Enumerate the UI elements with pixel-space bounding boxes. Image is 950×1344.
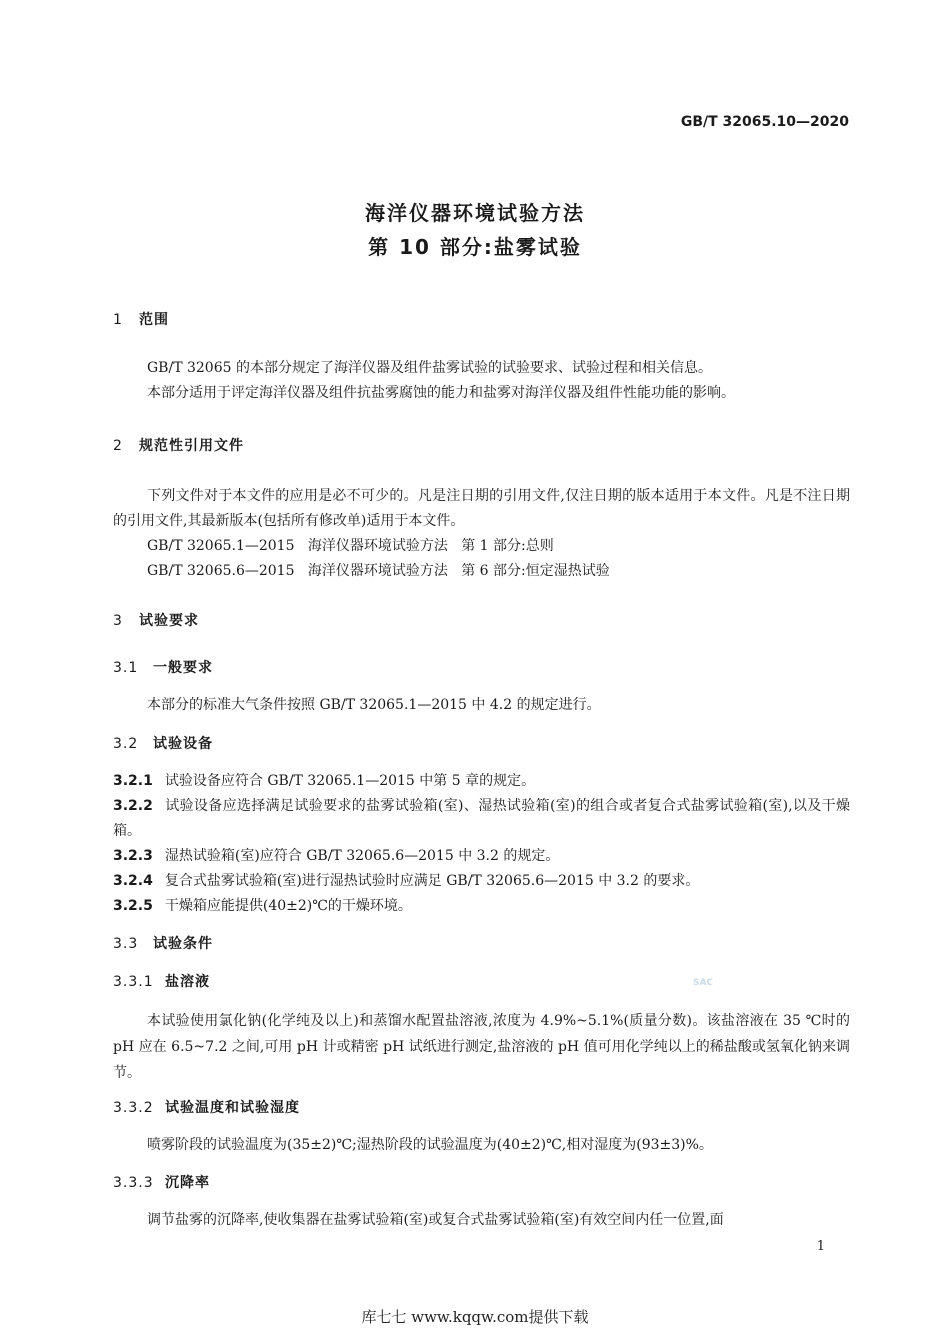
paragraph: 本试验使用氯化钠(化学纯及以上)和蒸馏水配置盐溶液,浓度为 4.9%~5.1%(质量分数)。该盐溶液在 35 ℃时的 pH 应在 6.5~7.2 之间,可用 pH 计或精密 pH 试纸进行测定,盐溶液的 pH 值可用化学纯以上的稀盐酸或氢氧化钠来调节。 [113, 1013, 850, 1081]
section-3-1-heading [113, 656, 850, 681]
section-3-3-heading [113, 932, 850, 957]
section-number: 1 [113, 312, 123, 328]
clause-number: 3.2.3 [113, 848, 153, 864]
section-title: 试验条件 [153, 936, 213, 952]
section-number: 3.3 [113, 936, 139, 952]
document-title: 海洋仪器环境试验方法 [365, 201, 585, 225]
clause-item [113, 844, 850, 869]
section-number: 3.1 [113, 660, 139, 676]
clause-item [113, 794, 850, 844]
clause-text: 复合式盐雾试验箱(室)进行湿热试验时应满足 GB/T 32065.6—2015 中 3.2 的要求。 [164, 873, 700, 889]
paragraph: 下列文件对于本文件的应用是必不可少的。凡是注日期的引用文件,仅注日期的版本适用于本文件。凡是不注日期的引用文件,其最新版本(包括所有修改单)适用于本文件。 [113, 488, 850, 529]
normative-reference: GB/T 32065.6—2015 海洋仪器环境试验方法 第 6 部分:恒定湿热试验 [147, 563, 610, 579]
section-number: 3.3.3 [113, 1175, 154, 1191]
clause-item [113, 894, 850, 919]
section-title: 沉降率 [165, 1175, 210, 1191]
section-title: 试验要求 [139, 613, 199, 629]
section-3-3-1-heading [113, 970, 850, 995]
clause-item [113, 769, 850, 794]
clause-text: 干燥箱应能提供(40±2)℃的干燥环境。 [164, 898, 412, 914]
clause-number: 3.2.2 [113, 798, 153, 814]
section-3-heading [113, 609, 850, 634]
document-subtitle: 第 10 部分:盐雾试验 [368, 235, 582, 259]
section-number: 3.3.2 [113, 1100, 154, 1116]
section-number: 3 [113, 613, 123, 629]
clause-text: 试验设备应选择满足试验要求的盐雾试验箱(室)、湿热试验箱(室)的组合或者复合式盐雾试验箱(室),以及干燥箱。 [113, 798, 850, 839]
section-title: 盐溶液 [165, 974, 210, 990]
clause-text: 湿热试验箱(室)应符合 GB/T 32065.6—2015 中 3.2 的规定。 [164, 848, 560, 864]
section-number: 3.2 [113, 736, 139, 752]
clause-number: 3.2.4 [113, 873, 153, 889]
clause-item [113, 869, 850, 894]
section-2-heading [113, 434, 850, 459]
standard-number: GB/T 32065.10—2020 [680, 114, 849, 130]
normative-reference: GB/T 32065.1—2015 海洋仪器环境试验方法 第 1 部分:总则 [147, 538, 554, 554]
section-title: 范围 [139, 312, 169, 328]
section-title: 规范性引用文件 [139, 438, 244, 454]
page-number: 1 [816, 1239, 825, 1254]
section-1-heading [113, 308, 850, 333]
paragraph: 调节盐雾的沉降率,使收集器在盐雾试验箱(室)或复合式盐雾试验箱(室)有效空间内任一位置,面 [147, 1212, 724, 1228]
section-3-3-2-heading [113, 1096, 850, 1121]
clause-number: 3.2.1 [113, 773, 153, 789]
section-title: 试验设备 [153, 736, 213, 752]
section-3-2-heading [113, 732, 850, 757]
paragraph: 本部分适用于评定海洋仪器及组件抗盐雾腐蚀的能力和盐雾对海洋仪器及组件性能功能的影响。 [147, 385, 735, 401]
paragraph: GB/T 32065 的本部分规定了海洋仪器及组件盐雾试验的试验要求、试验过程和相关信息。 [147, 360, 712, 376]
section-number: 3.3.1 [113, 974, 154, 990]
section-title: 试验温度和试验湿度 [165, 1100, 300, 1116]
watermark-logo: SAC [692, 978, 714, 988]
clause-text: 试验设备应符合 GB/T 32065.1—2015 中第 5 章的规定。 [164, 773, 536, 789]
footer-download-note: 库七七 www.kqqw.com提供下载 [361, 1308, 589, 1326]
section-3-3-3-heading [113, 1171, 850, 1196]
section-title: 一般要求 [153, 660, 213, 676]
clause-number: 3.2.5 [113, 898, 153, 914]
paragraph: 本部分的标准大气条件按照 GB/T 32065.1—2015 中 4.2 的规定进行。 [147, 697, 601, 713]
section-number: 2 [113, 438, 123, 454]
paragraph: 喷雾阶段的试验温度为(35±2)℃;湿热阶段的试验温度为(40±2)℃,相对湿度为(93±3)%。 [147, 1137, 713, 1153]
